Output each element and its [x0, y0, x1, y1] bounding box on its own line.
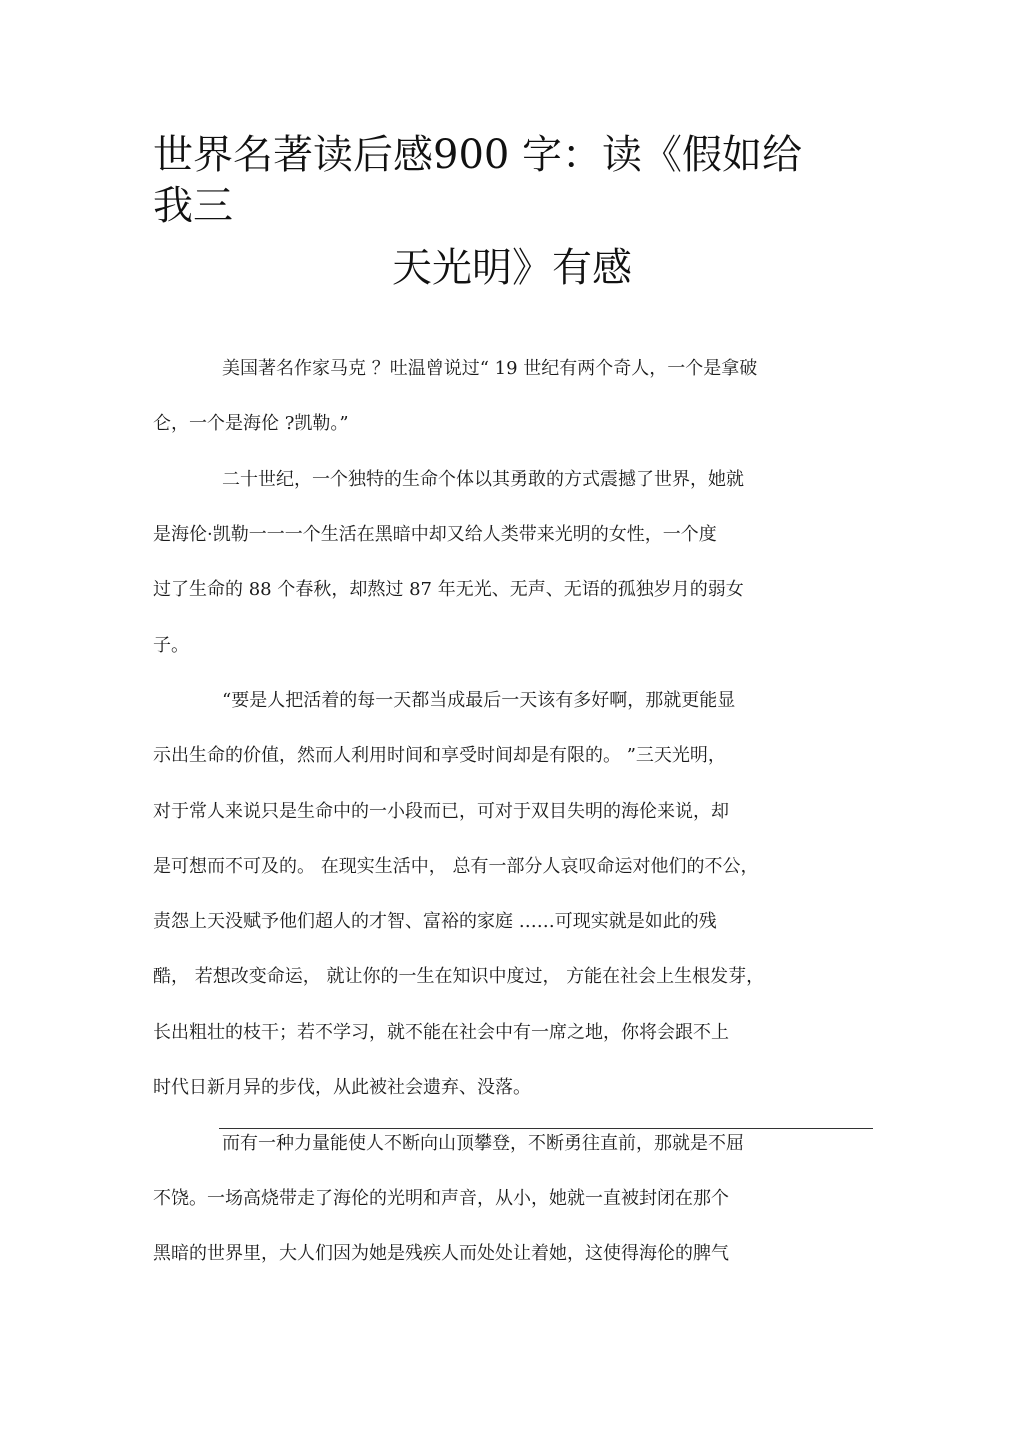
body-line: 酷， 若想改变命运， 就让你的一生在知识中度过， 方能在社会上生根发芽，	[153, 966, 765, 987]
body-line: 对于常人来说只是生命中的一小段而已，可对于双目失明的海伦来说，却	[153, 801, 729, 822]
body-line: 示出生命的价值，然而人利用时间和享受时间却是有限的。 ”三天光明，	[153, 745, 726, 766]
document-title-line-2: 我三	[153, 183, 233, 229]
body-line: 子。	[153, 635, 189, 656]
document-title-line-1: 世界名著读后感900 字：读《假如给	[153, 132, 803, 178]
body-line: 仑，一个是海伦 ?凯勒。”	[153, 413, 349, 434]
body-line: 是可想而不可及的。 在现实生活中， 总有一部分人哀叹命运对他们的不公，	[153, 856, 759, 877]
body-line: 责怨上天没赋予他们超人的才智、富裕的家庭 ……可现实就是如此的残	[153, 911, 717, 932]
body-line: 二十世纪，一个独特的生命个体以其勇敢的方式震撼了世界，她就	[222, 469, 744, 490]
body-line: 是海伦·凯勒一一一个生活在黑暗中却又给人类带来光明的女性，一个度	[153, 524, 717, 545]
body-line: 长出粗壮的枝干；若不学习，就不能在社会中有一席之地，你将会跟不上	[153, 1022, 729, 1043]
document-title-line-3: 天光明》有感	[392, 245, 632, 291]
body-line: 时代日新月异的步伐，从此被社会遗弃、没落。	[153, 1077, 531, 1098]
body-line: “要是人把活着的每一天都当成最后一天该有多好啊，那就更能显	[222, 690, 736, 711]
body-line: 而有一种力量能使人不断向山顶攀登，不断勇往直前，那就是不屈	[222, 1133, 744, 1154]
body-line: 不饶。一场高烧带走了海伦的光明和声音，从小，她就一直被封闭在那个	[153, 1188, 729, 1209]
body-line: 美国著名作家马克 ？吐温曾说过“ 19 世纪有两个奇人，一个是拿破	[222, 358, 758, 379]
body-line: 过了生命的 88 个春秋，却熬过 87 年无光、无声、无语的孤独岁月的弱女	[153, 579, 744, 600]
body-line: 黑暗的世界里，大人们因为她是残疾人而处处让着她，这使得海伦的脾气	[153, 1243, 729, 1264]
horizontal-rule	[219, 1128, 873, 1129]
